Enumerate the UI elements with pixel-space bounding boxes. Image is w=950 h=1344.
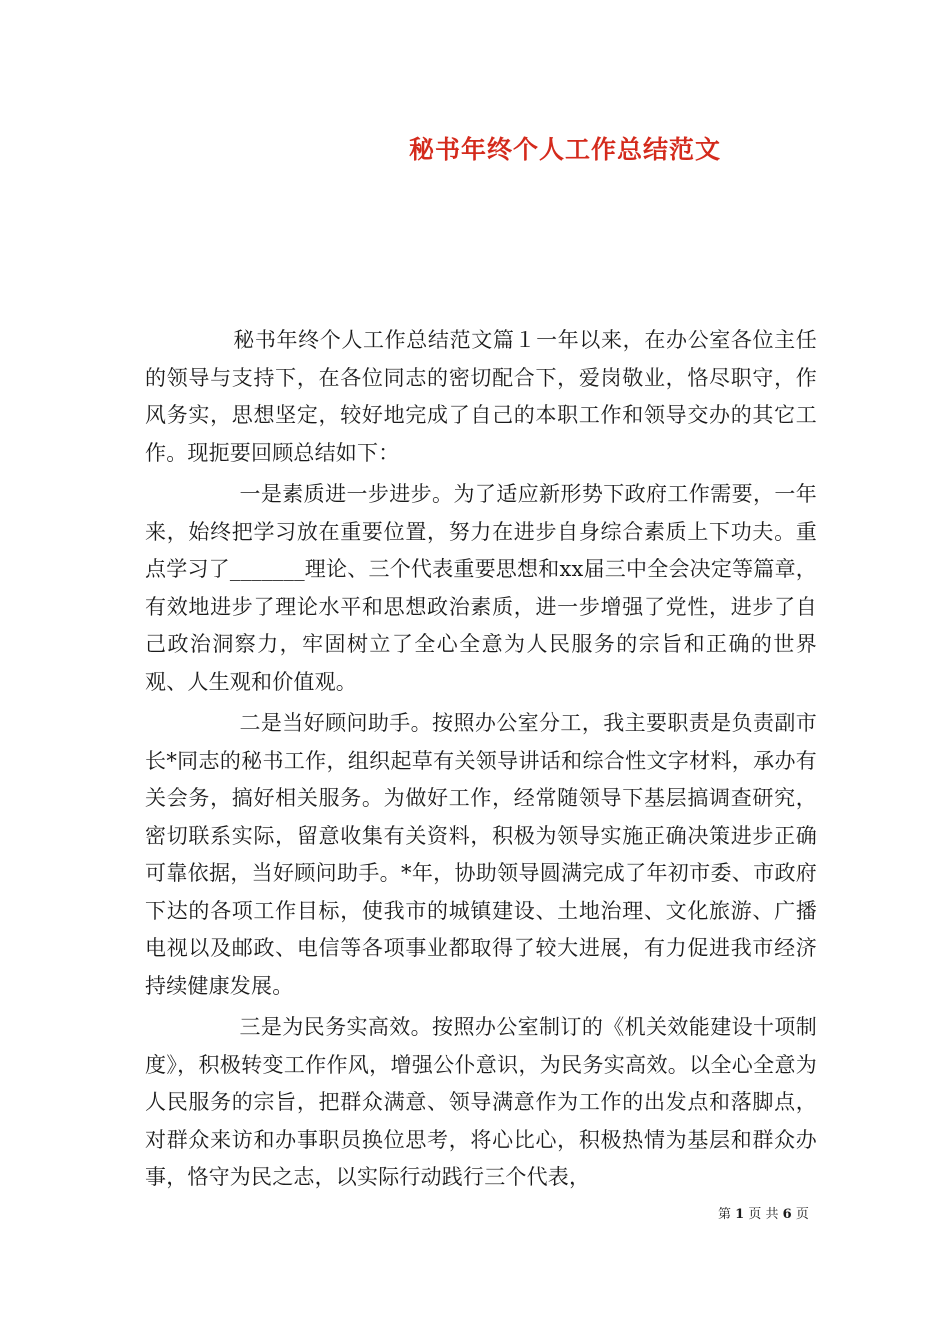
footer-middle: 页 共 (748, 1207, 779, 1222)
footer-prefix: 第 (718, 1207, 732, 1222)
page-number-footer (718, 1203, 809, 1222)
footer-current-page: 1 (735, 1207, 745, 1222)
paragraph-advisor: 二是当好顾问助手。按照办公室分工，我主要职责是负责副市长*同志的秘书工作，组织起草有关领导讲话和综合性文字材料，承办有关会务，搞好相关服务。为做好工作，经常随领导下基层搞调查研究，密切联系实际，留意收集有关资料，积极为领导实施正确决策进步正确可靠依据，当好顾问助手。*年，协助领导圆满完成了年初市委、市政府下达的各项工作目标，使我市的城镇建设、土地治理、文化旅游、广播电视以及邮政、电信等各项事业都取得了较大进展，有力促进我市经济持续健康发展。 (145, 711, 817, 998)
paragraph-service: 三是为民务实高效。按照办公室制订的《机关效能建设十项制度》，积极转变工作作风，增强公仆意识，为民务实高效。以全心全意为人民服务的宗旨，把群众满意、领导满意作为工作的出发点和落脚点，对群众来访和办事职员换位思考，将心比心，积极热情为基层和群众办事，恪守为民之志，以实际行动践行三个代表， (145, 1015, 817, 1189)
document-title: 秘书年终个人工作总结范文 (408, 135, 721, 164)
footer-total-pages: 6 (782, 1207, 792, 1222)
paragraph-intro: 秘书年终个人工作总结范文篇１一年以来，在办公室各位主任的领导与支持下，在各位同志的密切配合下，爱岗敬业，恪尽职守，作风务实，思想坚定，较好地完成了自己的本职工作和领导交办的其它工作。现扼要回顾总结如下： (145, 328, 817, 465)
document-body (145, 322, 817, 1197)
footer-suffix: 页 (795, 1207, 809, 1222)
paragraph-quality: 一是素质进一步进步。为了适应新形势下政府工作需要，一年来，始终把学习放在重要位置，努力在进步自身综合素质上下功夫。重点学习了_______理论、三个代表重要思想和xx届三中全会决定等篇章，有效地进步了理论水平和思想政治素质，进一步增强了党性，进步了自己政治洞察力，牢固树立了全心全意为人民服务的宗旨和正确的世界观、人生观和价值观。 (145, 482, 817, 694)
